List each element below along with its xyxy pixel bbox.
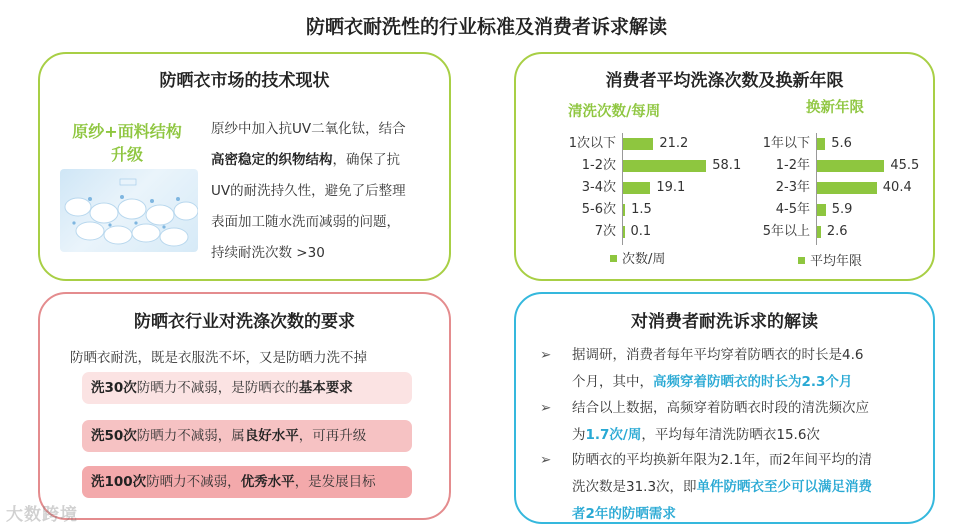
- interp-highlight: 单件防晒衣至少可以满足消费: [696, 479, 873, 495]
- tech-text-line: [211, 145, 443, 176]
- legend-swatch: [798, 257, 805, 264]
- bar-value-label: 21.2: [659, 136, 689, 151]
- arrow-bullet-icon: ➢: [540, 347, 552, 363]
- bar: [623, 160, 706, 172]
- tech-card-title: 防晒衣市场的技术现状: [159, 71, 330, 91]
- req-item: [82, 372, 412, 404]
- req-item-text: ，可再升级: [298, 428, 367, 444]
- bar-value-label: 19.1: [656, 180, 686, 195]
- req-item-bold: 良好水平: [244, 428, 299, 444]
- left-chart-title: 清洗次数/每周: [568, 104, 661, 120]
- wash-frequency-card: [514, 52, 935, 281]
- interp-line: [572, 501, 915, 528]
- bar: [623, 204, 625, 216]
- bar-value-label: 0.1: [630, 224, 652, 239]
- interp-highlight: 高频穿着防晒衣的时长为2.3个月: [653, 374, 853, 390]
- req-item-bold: 优秀水平: [240, 474, 295, 490]
- interp-card-title: 对消费者耐洗诉求的解读: [631, 312, 818, 332]
- bar: [623, 226, 625, 238]
- interp-line: [572, 422, 915, 449]
- interp-line: [572, 474, 915, 501]
- interp-highlight: 1.7次/周: [585, 427, 642, 443]
- interp-highlight: 者2年的防晒需求: [572, 506, 676, 522]
- tech-text-line: UV的耐洗持久性，避免了后整理: [211, 183, 406, 199]
- req-item-text: 防晒力不减弱，: [146, 474, 241, 490]
- bar-category-label: 1次以下: [568, 136, 616, 151]
- interp-text: ，平均每年清洗防晒衣15.6次: [641, 427, 820, 443]
- interp-bullet-text: [572, 342, 915, 396]
- interp-line: 结合以上数据，高频穿着防晒衣时段的清洗频次应: [572, 400, 869, 416]
- tech-label-line1: 原纱+面料结构: [72, 122, 182, 141]
- bar: [817, 138, 825, 150]
- req-card-title: 防晒衣行业对洗涤次数的要求: [134, 312, 355, 332]
- left-legend-label: 次数/周: [622, 252, 666, 267]
- fabric-fiber-image: [60, 169, 198, 252]
- right-chart-legend: [798, 254, 862, 270]
- bar-value-label: 40.4: [882, 180, 912, 195]
- consumer-interpretation-card: [514, 292, 935, 524]
- interp-text: 洗次数是31.3次，即: [572, 479, 697, 495]
- req-item-bold: 洗50次: [91, 428, 137, 444]
- bar-category-label: 1年以下: [762, 136, 810, 151]
- req-item: [82, 466, 412, 498]
- bar-category-label: 5年以上: [762, 224, 810, 239]
- interp-line: 据调研，消费者每年平均穿着防晒衣的时长是4.6: [572, 347, 864, 363]
- bar-value-label: 2.6: [826, 224, 848, 239]
- bar-category-label: 4-5年: [775, 202, 810, 217]
- watermark-logo: 大数跨境: [6, 505, 78, 525]
- req-item-bold: 洗100次: [91, 474, 147, 490]
- interp-text: 为: [572, 427, 586, 443]
- interp-text: 个月，其中，: [572, 374, 653, 390]
- bar-value-label: 58.1: [712, 158, 742, 173]
- legend-swatch: [610, 255, 617, 262]
- tech-text-line: 表面加工随水洗而减弱的问题，: [211, 214, 400, 230]
- tech-text-rest: ，确保了抗: [332, 152, 400, 168]
- bar: [817, 226, 821, 238]
- bar: [623, 138, 653, 150]
- req-item-bold: 基本要求: [298, 380, 353, 396]
- right-chart-title: 换新年限: [806, 100, 864, 116]
- bar-value-label: 1.5: [631, 202, 652, 217]
- bar: [623, 182, 650, 194]
- tech-status-card: [38, 52, 451, 281]
- bar: [817, 182, 877, 194]
- bar-category-label: 3-4次: [581, 180, 616, 195]
- fabric-fiber-illustration: [60, 169, 198, 252]
- bar-category-label: 1-2年: [775, 158, 810, 173]
- interp-line: 防晒衣的平均换新年限为2.1年，而2年间平均的清: [572, 452, 873, 468]
- freq-card-title: 消费者平均洗涤次数及换新年限: [605, 71, 844, 91]
- interp-bullet-text: [572, 447, 915, 528]
- interp-bullet-text: [572, 395, 915, 449]
- bar-value-label: 45.5: [890, 158, 920, 173]
- right-legend-label: 平均年限: [810, 254, 863, 269]
- tech-text-line: 原纱中加入抗UV二氧化钛，结合: [211, 121, 406, 137]
- req-item-text: 防晒力不减弱，属: [136, 428, 245, 444]
- bar: [817, 204, 826, 216]
- industry-requirement-card: [38, 292, 451, 520]
- req-intro: 防晒衣耐洗，既是衣服洗不坏，又是防晒力洗不掉: [70, 350, 367, 366]
- bar-value-label: 5.9: [831, 202, 853, 217]
- req-item-bold: 洗30次: [91, 380, 137, 396]
- arrow-bullet-icon: ➢: [540, 452, 552, 468]
- bar-category-label: 7次: [594, 224, 616, 239]
- interp-line: [572, 369, 915, 396]
- req-item-text: 防晒力不减弱，是防晒衣的: [136, 380, 299, 396]
- req-item: [82, 420, 412, 452]
- tech-description: [211, 114, 443, 269]
- arrow-bullet-icon: ➢: [540, 400, 552, 416]
- tech-label-line2: 升级: [110, 145, 143, 164]
- bar: [817, 160, 884, 172]
- req-item-text: ，是发展目标: [294, 474, 376, 490]
- tech-label: [56, 120, 198, 166]
- tech-text-line: 持续耐洗次数 >30: [211, 245, 325, 261]
- bar-category-label: 2-3年: [775, 180, 810, 195]
- tech-text-bold: 高密稳定的织物结构: [211, 152, 333, 168]
- left-chart-legend: [610, 252, 665, 268]
- page-title: 防晒衣耐洗性的行业标准及消费者诉求解读: [305, 16, 667, 38]
- bar-category-label: 1-2次: [581, 158, 616, 173]
- bar-value-label: 5.6: [831, 136, 852, 151]
- bar-category-label: 5-6次: [581, 202, 616, 217]
